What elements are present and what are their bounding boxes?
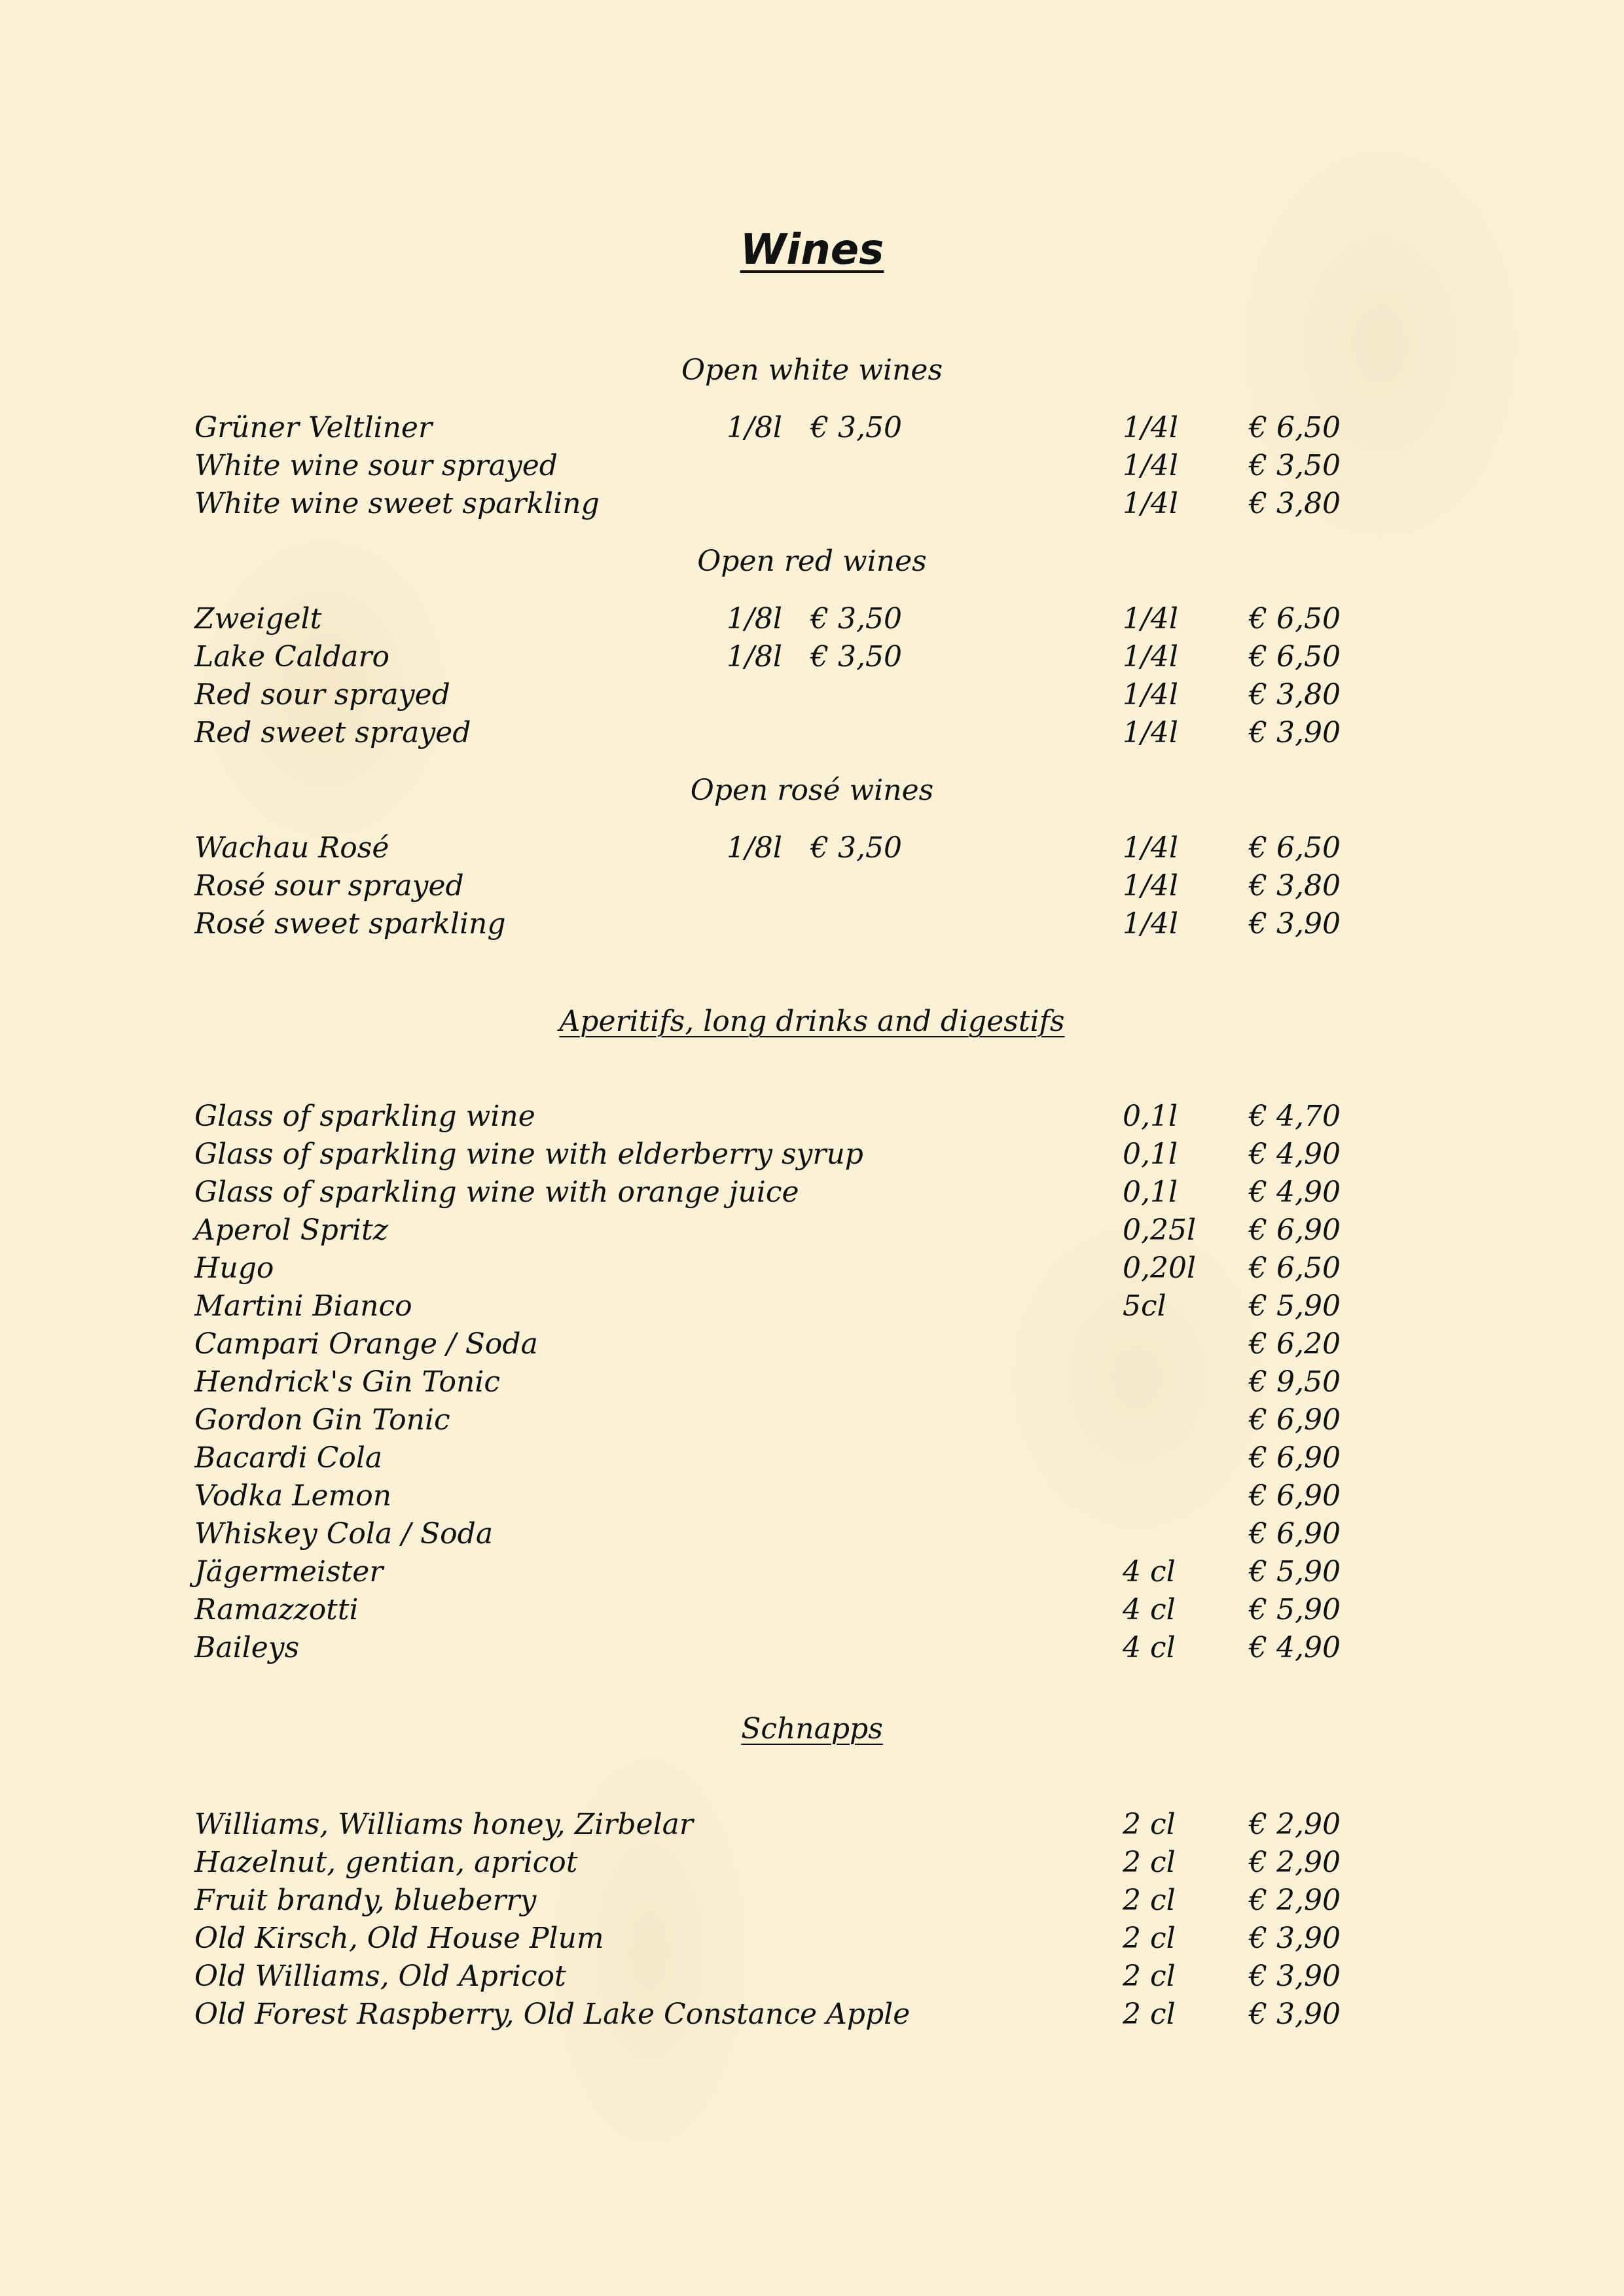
item-name: White wine sour sprayed <box>194 449 558 482</box>
item-price: € 6,90 <box>1249 1441 1341 1475</box>
item-price: € 6,90 <box>1249 1479 1341 1513</box>
item-name: Grüner Veltliner <box>194 411 432 444</box>
section-heading-rose: Open rosé wines <box>690 774 934 807</box>
menu-row <box>0 907 1624 945</box>
item-volume: 0,1l <box>1123 1138 1178 1171</box>
item-volume: 1/4l <box>1123 487 1178 520</box>
item-name: Aperol Spritz <box>194 1213 388 1247</box>
item-volume: 4 cl <box>1123 1593 1176 1626</box>
menu-row <box>0 1808 1624 1846</box>
menu-row <box>0 411 1624 449</box>
item-price: € 4,90 <box>1249 1175 1341 1209</box>
item-price: € 6,90 <box>1249 1517 1341 1551</box>
item-name: Hugo <box>194 1251 274 1285</box>
menu-row <box>0 1100 1624 1138</box>
item-price: € 3,80 <box>1249 869 1341 903</box>
item-volume-small: 1/8l <box>727 831 782 865</box>
item-price-small: € 3,50 <box>810 411 902 444</box>
item-volume: 2 cl <box>1123 1922 1176 1955</box>
section-heading-red: Open red wines <box>697 545 927 578</box>
item-volume: 0,20l <box>1123 1251 1197 1285</box>
item-volume: 2 cl <box>1123 1884 1176 1917</box>
menu-row <box>0 1884 1624 1922</box>
item-price: € 3,90 <box>1249 1922 1341 1955</box>
item-price: € 3,90 <box>1249 1960 1341 1993</box>
menu-row <box>0 831 1624 869</box>
item-price: € 6,50 <box>1249 411 1341 444</box>
item-name: Red sweet sprayed <box>194 716 471 749</box>
item-price: € 6,90 <box>1249 1213 1341 1247</box>
item-price: € 5,90 <box>1249 1593 1341 1626</box>
item-volume: 1/4l <box>1123 640 1178 673</box>
item-price: € 5,90 <box>1249 1289 1341 1323</box>
item-name: Gordon Gin Tonic <box>194 1403 450 1437</box>
item-volume: 4 cl <box>1123 1555 1176 1588</box>
menu-row <box>0 1922 1624 1960</box>
item-name: Old Williams, Old Apricot <box>194 1960 566 1993</box>
item-volume: 1/4l <box>1123 716 1178 749</box>
menu-row <box>0 1289 1624 1327</box>
item-price: € 2,90 <box>1249 1884 1341 1917</box>
item-name: Old Kirsch, Old House Plum <box>194 1922 604 1955</box>
item-name: Whiskey Cola / Soda <box>194 1517 494 1551</box>
menu-row <box>0 487 1624 525</box>
section-heading-schnapps: Schnapps <box>741 1712 883 1746</box>
item-price: € 2,90 <box>1249 1846 1341 1879</box>
item-name: Rosé sour sprayed <box>194 869 464 903</box>
menu-row <box>0 1998 1624 2036</box>
item-volume: 2 cl <box>1123 1998 1176 2031</box>
item-price: € 3,90 <box>1249 907 1341 941</box>
menu-row <box>0 1441 1624 1479</box>
item-price: € 4,70 <box>1249 1100 1341 1133</box>
item-name: Glass of sparkling wine with orange juice <box>194 1175 799 1209</box>
item-name: Red sour sprayed <box>194 678 450 711</box>
item-price-small: € 3,50 <box>810 640 902 673</box>
item-name: Martini Bianco <box>194 1289 412 1323</box>
item-name: Fruit brandy, blueberry <box>194 1884 537 1917</box>
menu-row <box>0 1365 1624 1403</box>
item-name: Wachau Rosé <box>194 831 389 865</box>
menu-row <box>0 1403 1624 1441</box>
menu-row <box>0 1517 1624 1555</box>
item-name: Jägermeister <box>194 1555 384 1588</box>
menu-row <box>0 1251 1624 1289</box>
item-volume: 5cl <box>1123 1289 1166 1323</box>
menu-row <box>0 1593 1624 1631</box>
item-volume: 0,1l <box>1123 1100 1178 1133</box>
menu-row <box>0 1327 1624 1365</box>
item-volume: 0,25l <box>1123 1213 1197 1247</box>
item-volume: 2 cl <box>1123 1960 1176 1993</box>
item-price: € 6,50 <box>1249 1251 1341 1285</box>
item-price: € 6,90 <box>1249 1403 1341 1437</box>
menu-row <box>0 1479 1624 1517</box>
menu-row <box>0 640 1624 678</box>
section-heading-white: Open white wines <box>681 353 943 387</box>
item-price: € 4,90 <box>1249 1631 1341 1664</box>
item-price-small: € 3,50 <box>810 602 902 636</box>
item-name: Williams, Williams honey, Zirbelar <box>194 1808 693 1841</box>
menu-row <box>0 602 1624 640</box>
item-price: € 6,50 <box>1249 640 1341 673</box>
section-heading-aperitifs: Aperitifs, long drinks and digestifs <box>559 1005 1065 1038</box>
menu-row <box>0 869 1624 907</box>
item-price: € 3,90 <box>1249 1998 1341 2031</box>
item-volume: 1/4l <box>1123 831 1178 865</box>
item-volume: 1/4l <box>1123 869 1178 903</box>
item-volume-small: 1/8l <box>727 640 782 673</box>
item-name: White wine sweet sparkling <box>194 487 600 520</box>
item-name: Baileys <box>194 1631 300 1664</box>
menu-row <box>0 1846 1624 1884</box>
item-volume: 2 cl <box>1123 1846 1176 1879</box>
item-name: Vodka Lemon <box>194 1479 392 1513</box>
item-name: Hendrick's Gin Tonic <box>194 1365 501 1399</box>
item-price: € 6,50 <box>1249 602 1341 636</box>
item-price-small: € 3,50 <box>810 831 902 865</box>
item-price: € 3,80 <box>1249 487 1341 520</box>
item-volume-small: 1/8l <box>727 602 782 636</box>
item-name: Rosé sweet sparkling <box>194 907 506 941</box>
page-title: Wines <box>740 226 884 274</box>
item-volume: 1/4l <box>1123 907 1178 941</box>
item-volume-small: 1/8l <box>727 411 782 444</box>
item-name: Hazelnut, gentian, apricot <box>194 1846 578 1879</box>
item-name: Campari Orange / Soda <box>194 1327 538 1361</box>
menu-row <box>0 1555 1624 1593</box>
item-price: € 3,90 <box>1249 716 1341 749</box>
menu-row <box>0 1960 1624 1998</box>
item-name: Bacardi Cola <box>194 1441 383 1475</box>
item-name: Old Forest Raspberry, Old Lake Constance Apple <box>194 1998 911 2031</box>
item-price: € 2,90 <box>1249 1808 1341 1841</box>
item-price: € 3,50 <box>1249 449 1341 482</box>
item-name: Glass of sparkling wine <box>194 1100 535 1133</box>
menu-row <box>0 1138 1624 1175</box>
menu-row <box>0 1175 1624 1213</box>
item-price: € 9,50 <box>1249 1365 1341 1399</box>
item-name: Ramazzotti <box>194 1593 359 1626</box>
item-volume: 1/4l <box>1123 602 1178 636</box>
item-volume: 1/4l <box>1123 678 1178 711</box>
menu-row <box>0 678 1624 716</box>
item-name: Glass of sparkling wine with elderberry syrup <box>194 1138 863 1171</box>
menu-row <box>0 716 1624 754</box>
item-price: € 5,90 <box>1249 1555 1341 1588</box>
menu-row <box>0 1213 1624 1251</box>
item-name: Lake Caldaro <box>194 640 390 673</box>
menu-row <box>0 449 1624 487</box>
menu-row <box>0 1631 1624 1669</box>
item-name: Zweigelt <box>194 602 322 636</box>
item-price: € 6,50 <box>1249 831 1341 865</box>
item-volume: 0,1l <box>1123 1175 1178 1209</box>
item-volume: 1/4l <box>1123 411 1178 444</box>
item-price: € 3,80 <box>1249 678 1341 711</box>
item-price: € 4,90 <box>1249 1138 1341 1171</box>
item-volume: 4 cl <box>1123 1631 1176 1664</box>
item-price: € 6,20 <box>1249 1327 1341 1361</box>
item-volume: 2 cl <box>1123 1808 1176 1841</box>
item-volume: 1/4l <box>1123 449 1178 482</box>
